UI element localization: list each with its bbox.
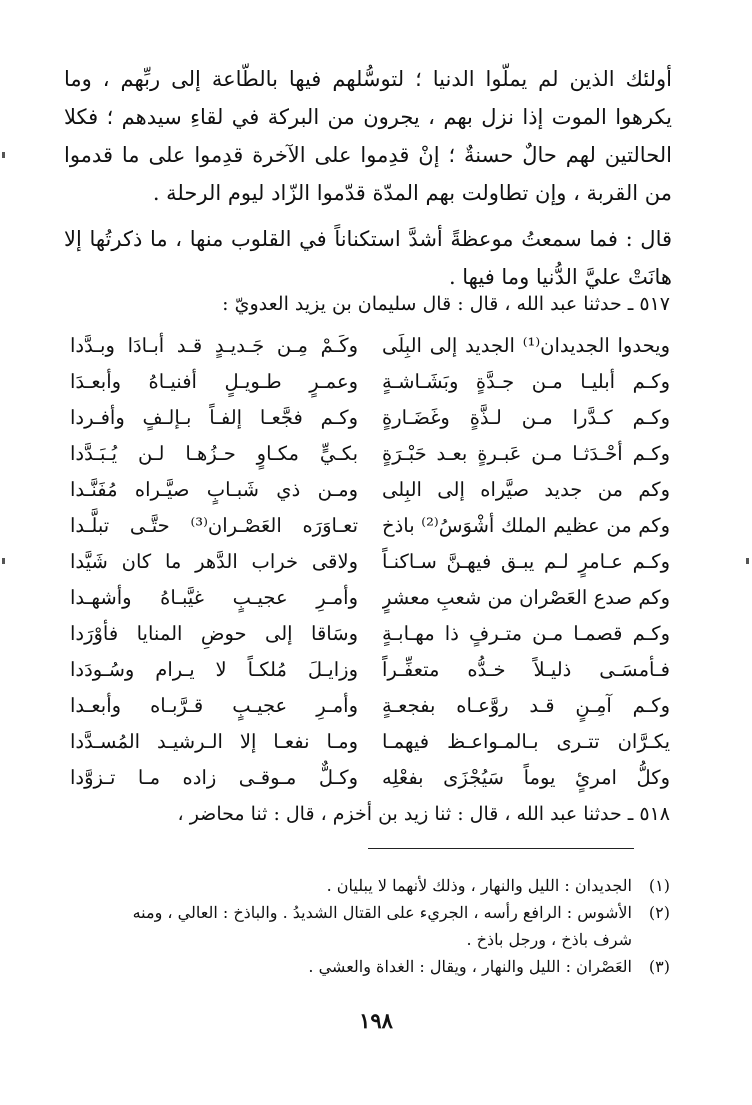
- footnote: [96, 953, 670, 980]
- second-hemistich: وسَاقا إلى حوضِ المنايا فأوْرَدا: [70, 622, 358, 645]
- first-hemistich: وكـم آمِـنٍ قـد روَّعـاه بفجعـةٍ: [382, 694, 670, 717]
- footnote-number: (٣): [648, 957, 670, 976]
- footnote-text: الجديدان : الليل والنهار ، وذلك لأنهما لا يبليان .: [326, 876, 632, 895]
- first-hemistich: فـأمسَـى ذليـلاً خـدُّه متعفِّـراً: [382, 658, 670, 681]
- verse: [70, 652, 670, 688]
- first-hemistich: ويحدوا الجديدان⁽¹⁾ الجديد إلى البِلَى: [382, 334, 670, 357]
- verse: [70, 400, 670, 436]
- paragraph-1: أولئك الذين لم يملّوا الدنيا ؛ لتوسُّلهم فيها بالطّاعة إلى ربِّهم ، وما يكرهوا الموت إذا نزل بهم ، يجرون من البركة في لقاءِ سيدهم ؛ فكلا الحالتين لهم حالٌ حسنةٌ ؛ إنْ قدِموا على الآخرة قدِموا على ما قدموا من القربة ، وإن تطاولت بهم المدّة قدّموا الزّاد ليوم الرحلة .: [64, 67, 672, 205]
- first-hemistich: وكـم قصمـا مـن متـرفٍ ذا مهـابـةٍ: [382, 622, 670, 645]
- footnote: [96, 872, 670, 899]
- second-hemistich: وزايـلَ مُلكـاً لا يـرام وسُـودَدا: [70, 658, 358, 681]
- verse: [70, 436, 670, 472]
- first-hemistich: وكم صدع العَصْران من شعبِ معشرٍ: [382, 586, 670, 609]
- second-hemistich: تعـاوَرَه العَصْـران⁽³⁾ حتَّـى تبلَّـدا: [70, 514, 358, 537]
- first-hemistich: وكم من جديد صيَّراه إلى البِلى: [382, 478, 670, 501]
- verse: [70, 580, 670, 616]
- footnote-number: (١): [648, 876, 670, 895]
- body-text: [64, 60, 672, 296]
- page-number: ١٩٨: [359, 1008, 393, 1033]
- footnote-number: (٢): [648, 903, 670, 922]
- paragraph-2: قال : فما سمعتُ موعظةً أشدَّ استكناناً في القلوب منها ، ما ذكرتُها إلا هانَتْ عليَّ الدُّنيا وما فيها .: [64, 227, 672, 289]
- footnotes: [96, 872, 670, 980]
- first-hemistich: وكـم أبليـا مـن جـدَّةٍ وبَشَـاشـةٍ: [382, 370, 670, 393]
- first-hemistich: وكلُّ امرئٍ يوماً سَيُجْزَى بفعْلِه: [382, 766, 670, 789]
- second-hemistich: وعمـرٍ طـويـلٍ أفنيـاهُ وأبعـدَا: [70, 370, 358, 393]
- scan-edge-mark: [2, 558, 5, 564]
- verse: [70, 328, 670, 364]
- footnote: [96, 899, 670, 953]
- footnote-text: الأشوس : الرافع رأسه ، الجريء على القتال الشديدُ . والباذخ : العالي ، ومنه شرف باذخ ، ورجل باذخ .: [132, 903, 632, 949]
- verse: [70, 508, 670, 544]
- scan-edge-mark: [746, 558, 749, 564]
- verse: [70, 760, 670, 796]
- second-hemistich: وكـم فجَّعـا إلفـاً بـإلـفٍ وأفـردا: [70, 406, 358, 429]
- verse: [70, 472, 670, 508]
- first-hemistich: وكـم أحْـدَثـا مـن عَبـرةٍ بعـد حَبْـرَةٍ: [382, 442, 670, 465]
- hadith-517-heading: ٥١٧ ـ حدثنا عبد الله ، قال : قال سليمان بن يزيد العدويّ :: [222, 293, 670, 315]
- first-hemistich: وكـم عـامرٍ لـم يبـق فيهـنَّ سـاكنـاً: [382, 550, 670, 573]
- verse: [70, 688, 670, 724]
- verse: [70, 724, 670, 760]
- scan-edge-mark: [2, 152, 5, 158]
- second-hemistich: ومـن ذي شَبـابٍ صيَّـراه مُفَنَّـدا: [70, 478, 358, 501]
- footnote-divider: [368, 848, 634, 849]
- first-hemistich: يكـرَّان تتـرى بـالمـواعـظ فيهمـا: [382, 730, 670, 753]
- verse: [70, 364, 670, 400]
- second-hemistich: وكَـمْ مِـن جَـديـدٍ قـد أبـادَا وبـدَّدا: [70, 334, 358, 357]
- second-hemistich: وكـلٌّ مـوقـى زاده مـا تـزوَّدا: [70, 766, 358, 789]
- verse: [70, 544, 670, 580]
- second-hemistich: وأمـرِ عجيـبٍ غيَّبـاهُ وأشهـدا: [70, 586, 358, 609]
- poem: [70, 328, 670, 796]
- second-hemistich: ومـا نفعـا إلا الـرشيـد المُسـدَّدا: [70, 730, 358, 753]
- first-hemistich: وكم من عظيم الملك أشْوَسُ⁽²⁾ باذخ: [382, 514, 670, 537]
- second-hemistich: وأمـرِ عجيـبٍ قـرَّبـاه وأبعـدا: [70, 694, 358, 717]
- verse: [70, 616, 670, 652]
- hadith-518-heading: ٥١٨ ـ حدثنا عبد الله ، قال : ثنا زيد بن أخزم ، قال : ثنا محاضر ،: [177, 803, 670, 825]
- first-hemistich: وكـم كـدَّرا مـن لـذَّةٍ وغَضَـارةٍ: [382, 406, 670, 429]
- second-hemistich: ولاقى خراب الدَّهر ما كان شَيَّدا: [70, 550, 358, 573]
- second-hemistich: بكـيٍّ مكـاوٍ حـزُهـا لـن يُـبَـدَّدا: [70, 442, 358, 465]
- footnote-text: العَصْران : الليل والنهار ، ويقال : الغداة والعشي .: [308, 957, 632, 976]
